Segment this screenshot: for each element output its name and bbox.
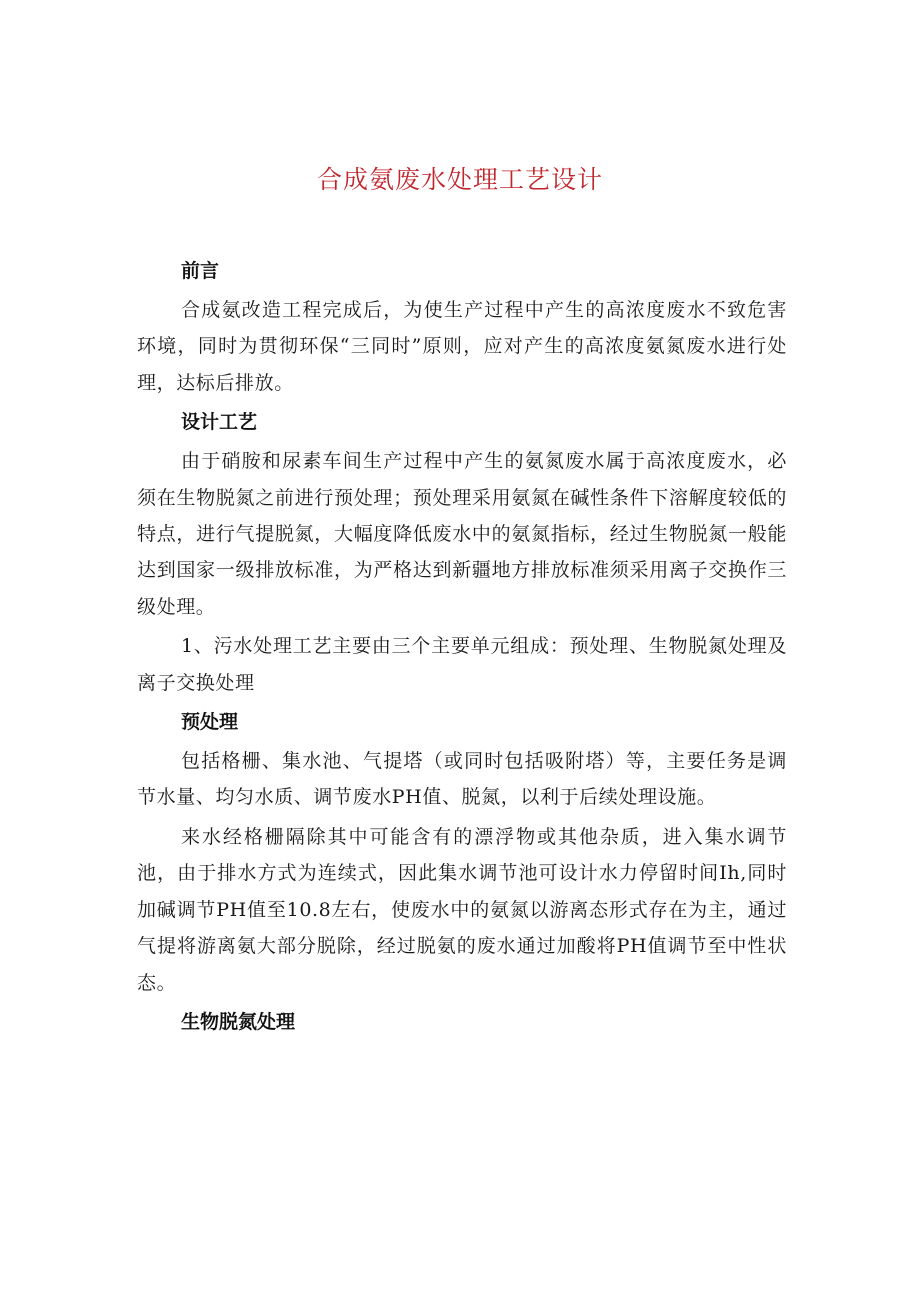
document-title: 合成氨废水处理工艺设计 — [316, 165, 603, 194]
section-heading-pretreatment: 预处理 — [181, 711, 239, 734]
paragraph-preface: 合成氨改造工程完成后，为使生产过程中产生的高浓度废水不致危害环境，同时为贯彻环保“三同时”原则，应对产生的高浓度氨氮废水进行处理，达标后排放。 — [137, 299, 787, 394]
document-body — [137, 253, 787, 1043]
paragraph-process-units: 1、污水处理工艺主要由三个主要单元组成：预处理、生物脱氮处理及离子交换处理 — [137, 635, 787, 694]
section-heading-design-process: 设计工艺 — [181, 411, 258, 434]
paragraph-pretreatment-flow: 来水经格栅隔除其中可能含有的漂浮物或其他杂质，进入集水调节池，由于排水方式为连续式，因此集水调节池可设计水力停留时间Ih,同时加碱调节PH值至10.8左右，使废水中的氨氮以游离态形式存在为主，通过气提将游离氨大部分脱除，经过脱氨的废水通过加酸将PH值调节至中性状态。 — [137, 825, 787, 994]
paragraph-design-process: 由于硝胺和尿素车间生产过程中产生的氨氮废水属于高浓度废水，必须在生物脱氮之前进行预处理；预处理采用氨氮在碱性条件下溶解度较低的特点，进行气提脱氮，大幅度降低废水中的氨氮指标，经过生物脱氮一般能达到国家一级排放标准，为严格达到新疆地方排放标准须采用离子交换作三级处理。 — [137, 450, 787, 618]
section-heading-bio-denitrification: 生物脱氮处理 — [181, 1010, 296, 1033]
section-heading-preface: 前言 — [181, 260, 220, 282]
paragraph-pretreatment-scope: 包括格栅、集水池、气提塔（或同时包括吸附塔）等，主要任务是调节水量、均匀水质、调节废水PH值、脱氮，以利于后续处理设施。 — [137, 750, 787, 809]
